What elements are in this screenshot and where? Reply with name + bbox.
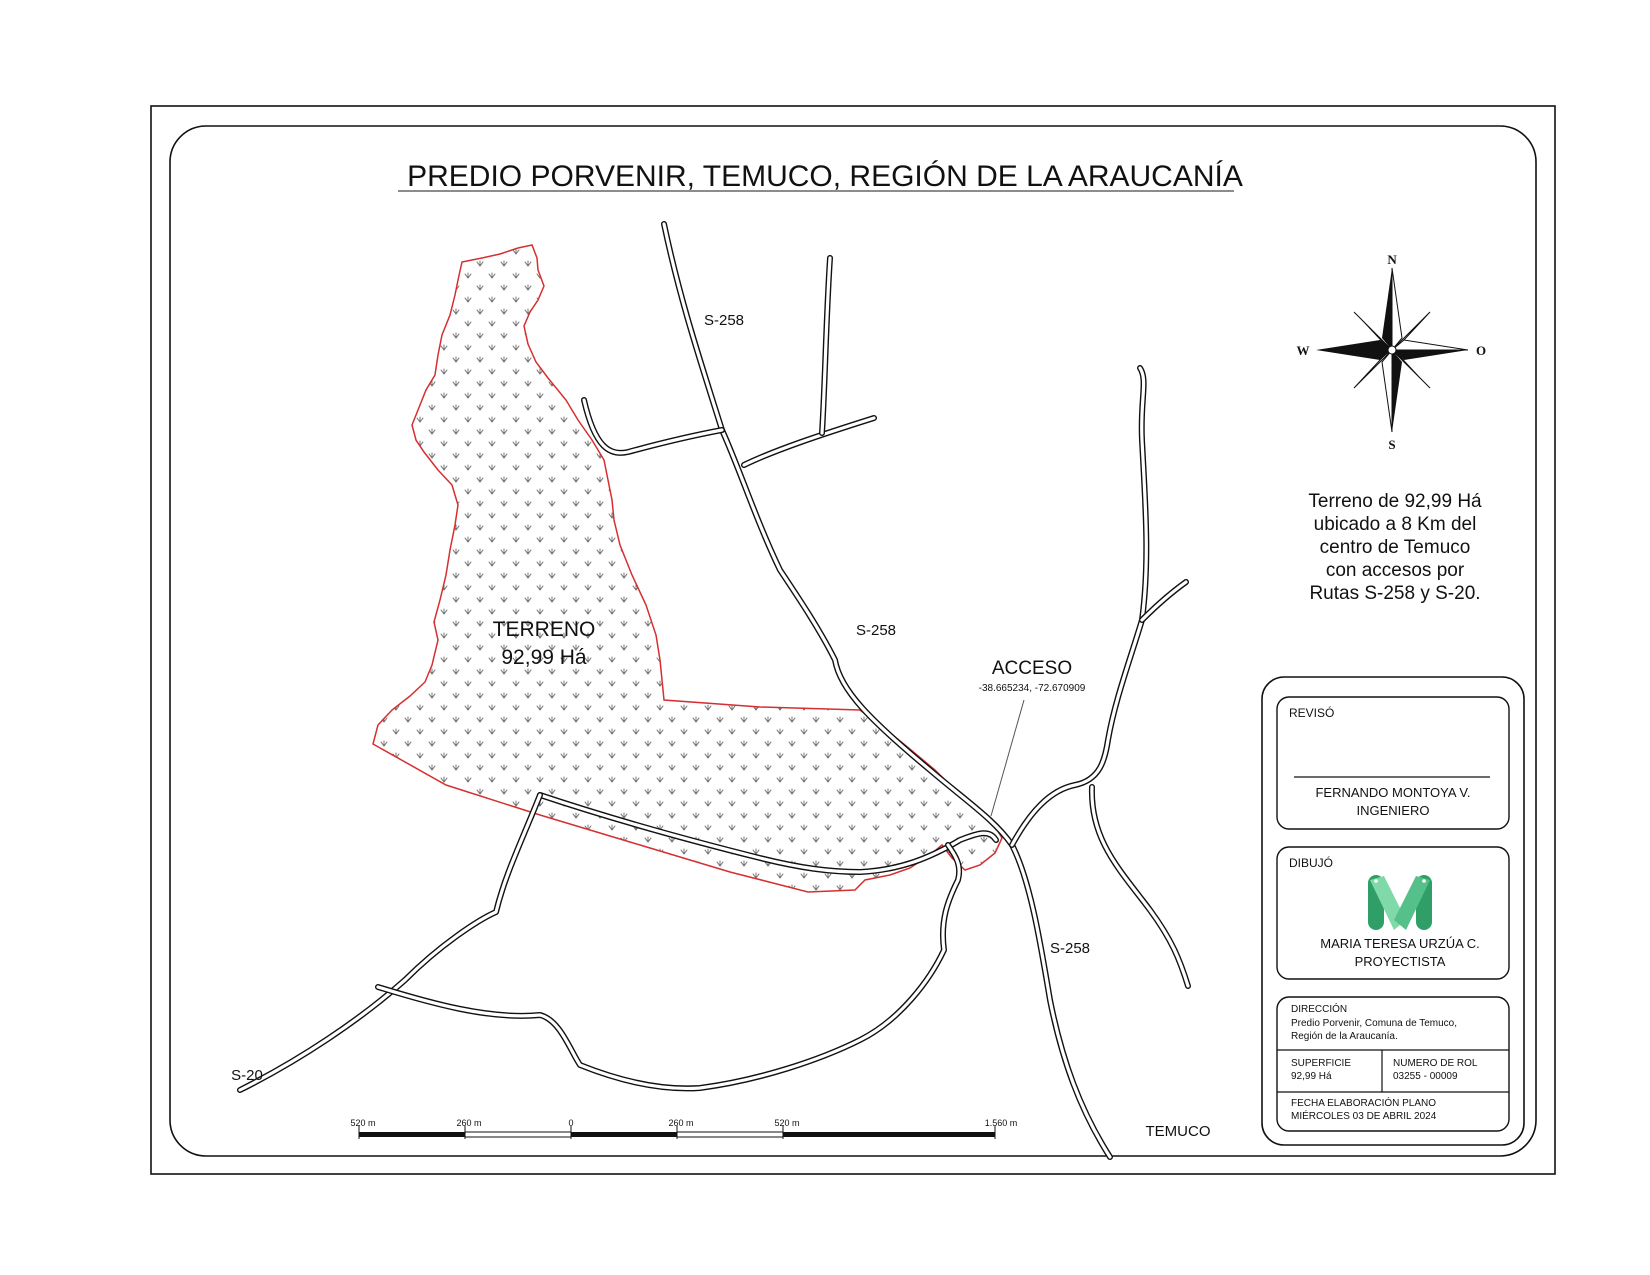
access-coordinates: -38.665234, -72.670909: [978, 683, 1086, 694]
description-line: Terreno de 92,99 Há: [1308, 491, 1482, 512]
page-title: PREDIO PORVENIR, TEMUCO, REGIÓN DE LA ARAUCANÍA: [407, 160, 1243, 193]
revised-name: FERNANDO MONTOYA V.: [1315, 785, 1471, 800]
compass-south-label: S: [1388, 437, 1396, 452]
drawn-panel: [1277, 847, 1509, 979]
description-line: centro de Temuco: [1319, 537, 1471, 558]
address-line: Predio Porvenir, Comuna de Temuco,: [1291, 1018, 1458, 1029]
scale-bar-label: 260 m: [668, 1118, 694, 1128]
address-line: Región de la Araucanía.: [1291, 1031, 1398, 1042]
scale-bar-label: 0: [568, 1118, 574, 1128]
scale-bar-label: 260 m: [456, 1118, 482, 1128]
description-block: [1308, 491, 1482, 604]
details-panel: [1277, 997, 1509, 1131]
scale-bar-segment: [359, 1132, 465, 1137]
drawn-name: MARIA TERESA URZÚA C.: [1320, 936, 1480, 951]
rol-header: NUMERO DE ROL: [1393, 1058, 1478, 1069]
title-block: [1262, 677, 1524, 1145]
scale-bar-segment: [783, 1132, 995, 1137]
date-value: MIÉRCOLES 03 DE ABRIL 2024: [1291, 1111, 1437, 1122]
road-label-s258-middle: S-258: [855, 622, 897, 639]
drawn-header: DIBUJÓ: [1289, 856, 1334, 870]
drawn-role: PROYECTISTA: [1354, 954, 1446, 969]
compass-west-label: W: [1296, 343, 1310, 358]
road-branch-right: [744, 258, 874, 465]
revised-role: INGENIERO: [1356, 803, 1430, 818]
parcel-area-label: 92,99 Há: [501, 646, 587, 669]
scale-bar-label: 1.560 m: [984, 1118, 1018, 1128]
compass-north-label: N: [1387, 252, 1397, 267]
rol-value: 03255 - 00009: [1393, 1071, 1458, 1082]
access-label: ACCESO: [991, 658, 1073, 679]
parcel-terreno[interactable]: [373, 245, 1002, 892]
access-leader-line: [991, 700, 1024, 816]
road-south-loop: [378, 845, 959, 1088]
revised-panel: [1277, 697, 1509, 829]
parcel-label: TERRENO: [492, 618, 596, 641]
compass-cardinal-points: [1316, 268, 1468, 432]
description-line: con accesos por: [1325, 560, 1465, 581]
date-header: FECHA ELABORACIÓN PLANO: [1291, 1098, 1437, 1109]
road-label-s258-north: S-258: [703, 312, 745, 329]
road-s20: [240, 795, 540, 1090]
scale-bar-segment: [677, 1132, 783, 1137]
scale-bar-segment: [465, 1132, 571, 1137]
road-label-s20: S-20: [231, 1067, 263, 1084]
scale-bar-label: 520 m: [350, 1118, 376, 1128]
surface-header: SUPERFICIE: [1291, 1058, 1352, 1069]
address-header: DIRECCIÓN: [1291, 1004, 1348, 1015]
description-line: Rutas S-258 y S-20.: [1309, 583, 1481, 604]
road-label-s258-south: S-258: [1049, 940, 1091, 957]
scale-bar: [350, 1118, 1017, 1139]
revised-header: REVISÓ: [1289, 706, 1335, 720]
scale-bar-label: 520 m: [774, 1118, 800, 1128]
place-label-temuco: TEMUCO: [1145, 1123, 1211, 1140]
road-branch-left: [584, 400, 722, 453]
scale-bar-segment: [571, 1132, 677, 1137]
description-line: ubicado a 8 Km del: [1313, 514, 1477, 535]
surface-value: 92,99 Há: [1291, 1071, 1332, 1082]
compass-east-label: O: [1475, 343, 1487, 358]
compass-rose: [1297, 252, 1487, 452]
